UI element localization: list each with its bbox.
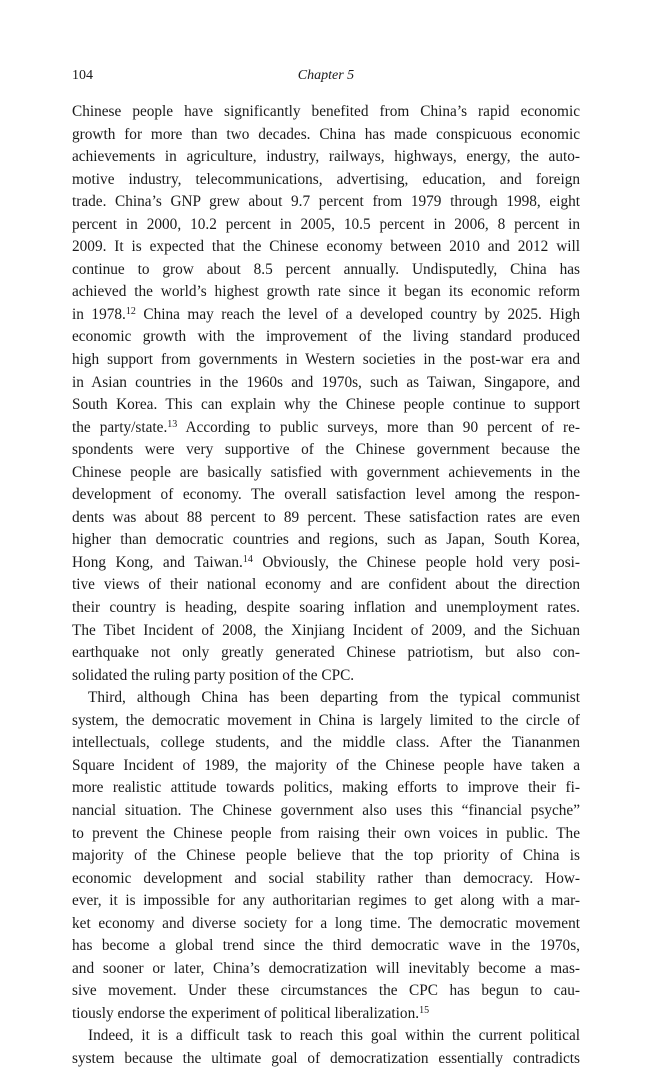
text-segment: South Korea. This can explain why the Chinese people continue to support (72, 396, 580, 414)
text-segment: China may reach the level of a developed country by 2025. High (135, 305, 580, 323)
text-segment: earthquake not only greatly generated Chinese patriotism, but also con- (72, 644, 580, 662)
text-segment: system, the democratic movement in China is largely limited to the circle of (72, 711, 580, 729)
text-line (72, 349, 580, 372)
text-segment: the party/state. (72, 418, 168, 436)
text-line (72, 710, 580, 733)
text-segment: has become a global trend since the third democratic wave in the 1970s, (72, 937, 580, 955)
text-segment: achieved the world’s highest growth rate since it began its economic reform (72, 283, 580, 301)
text-line (72, 935, 580, 958)
text-line (72, 980, 580, 1003)
text-line (72, 642, 580, 665)
text-line (72, 1003, 580, 1026)
text-segment: development of economy. The overall satisfaction level among the respon- (72, 486, 580, 504)
text-segment: trade. China’s GNP grew about 9.7 percent from 1979 through 1998, eight (72, 193, 580, 211)
text-segment: nancial situation. The Chinese government also uses this “financial psyche” (72, 801, 580, 819)
text-line (72, 146, 580, 169)
text-line (72, 574, 580, 597)
text-segment: system because the ultimate goal of democratization essentially contradicts (72, 1049, 580, 1067)
text-segment: and sooner or later, China’s democratization will inevitably become a mas- (72, 959, 580, 977)
text-segment: continue to grow about 8.5 percent annually. Undisputedly, China has (72, 260, 580, 278)
text-segment: to prevent the Chinese people from raising their own voices in public. The (72, 824, 580, 842)
text-line (72, 507, 580, 530)
text-segment: achievements in agriculture, industry, railways, highways, energy, the auto- (72, 148, 580, 166)
text-line (72, 687, 580, 710)
text-line (72, 845, 580, 868)
text-line (72, 372, 580, 395)
text-line (72, 823, 580, 846)
text-segment: more realistic attitude towards politics, making efforts to improve their fi- (72, 779, 580, 797)
footnote-reference: 14 (242, 553, 253, 565)
text-line (72, 800, 580, 823)
text-segment: Indeed, it is a difficult task to reach this goal within the current political (88, 1027, 580, 1045)
text-line (72, 484, 580, 507)
text-line (72, 890, 580, 913)
text-line (72, 259, 580, 282)
text-line (72, 620, 580, 643)
page-header (72, 66, 580, 86)
text-segment: spondents were very supportive of the Chinese government because the (72, 441, 580, 459)
footnote-reference: 12 (125, 305, 136, 317)
text-segment: economic development and social stability rather than democracy. How- (72, 869, 580, 887)
text-segment: high support from governments in Western societies in the post-war era and (72, 351, 580, 369)
text-segment: Chinese people have significantly benefited from China’s rapid economic (72, 103, 580, 120)
text-line (72, 462, 580, 485)
text-line (72, 1025, 580, 1048)
text-line (72, 124, 580, 147)
text-segment: growth for more than two decades. China has made conspicuous economic (72, 125, 580, 143)
text-segment: tiously endorse the experiment of political liberalization. (72, 1004, 420, 1022)
body-text (72, 101, 580, 1071)
text-line (72, 1048, 580, 1071)
text-line (72, 868, 580, 891)
text-segment: percent in 2000, 10.2 percent in 2005, 10.5 percent in 2006, 8 percent in (72, 215, 580, 233)
text-line (72, 191, 580, 214)
text-segment: dents was about 88 percent to 89 percent. These satisfaction rates are even (72, 508, 580, 526)
text-line (72, 304, 580, 327)
text-line (72, 326, 580, 349)
text-line (72, 958, 580, 981)
text-line (72, 169, 580, 192)
text-line (72, 732, 580, 755)
text-segment: Square Incident of 1989, the majority of the Chinese people have taken a (72, 756, 580, 774)
text-line (72, 281, 580, 304)
text-segment: economic growth with the improvement of the living standard produced (72, 328, 580, 346)
text-line (72, 665, 580, 688)
text-segment: tive views of their national economy and are confident about the direction (72, 576, 580, 594)
text-segment: According to public surveys, more than 90 percent of re- (177, 418, 580, 436)
text-segment: 2009. It is expected that the Chinese economy between 2010 and 2012 will (72, 238, 580, 256)
text-line (72, 417, 580, 440)
text-segment: intellectuals, college students, and the middle class. After the Tiananmen (72, 734, 580, 752)
text-segment: Obviously, the Chinese people hold very posi- (252, 553, 580, 571)
text-line (72, 529, 580, 552)
text-line (72, 755, 580, 778)
text-line (72, 214, 580, 237)
running-head: Chapter 5 (297, 68, 355, 83)
text-line (72, 597, 580, 620)
footnote-reference: 15 (419, 1004, 430, 1016)
text-segment: in 1978. (72, 305, 126, 323)
text-line (72, 101, 580, 124)
text-segment: The Tibet Incident of 2008, the Xinjiang Incident of 2009, and the Sichuan (72, 621, 580, 639)
text-line (72, 777, 580, 800)
text-segment: ever, it is impossible for any authoritarian regimes to get along with a mar- (72, 892, 580, 910)
text-line (72, 394, 580, 417)
text-segment: ket economy and diverse society for a long time. The democratic movement (72, 914, 580, 932)
text-segment: their country is heading, despite soaring inflation and unemployment rates. (72, 599, 580, 617)
text-segment: Hong Kong, and Taiwan. (72, 553, 243, 571)
page-number: 104 (72, 68, 93, 83)
text-segment: in Asian countries in the 1960s and 1970s, such as Taiwan, Singapore, and (72, 373, 580, 391)
text-line (72, 439, 580, 462)
text-line (72, 236, 580, 259)
text-segment: solidated the ruling party position of the CPC. (72, 666, 355, 684)
text-segment: Third, although China has been departing from the typical communist (88, 689, 580, 707)
text-line (72, 552, 580, 575)
text-segment: sive movement. Under these circumstances the CPC has begun to cau- (72, 982, 580, 1000)
text-segment: Chinese people are basically satisfied with government achievements in the (72, 463, 580, 481)
footnote-reference: 13 (167, 418, 178, 430)
text-segment: motive industry, telecommunications, advertising, education, and foreign (72, 170, 580, 188)
text-segment: majority of the Chinese people believe that the top priority of China is (72, 847, 580, 865)
text-line (72, 913, 580, 936)
text-segment: higher than democratic countries and regions, such as Japan, South Korea, (72, 531, 580, 549)
